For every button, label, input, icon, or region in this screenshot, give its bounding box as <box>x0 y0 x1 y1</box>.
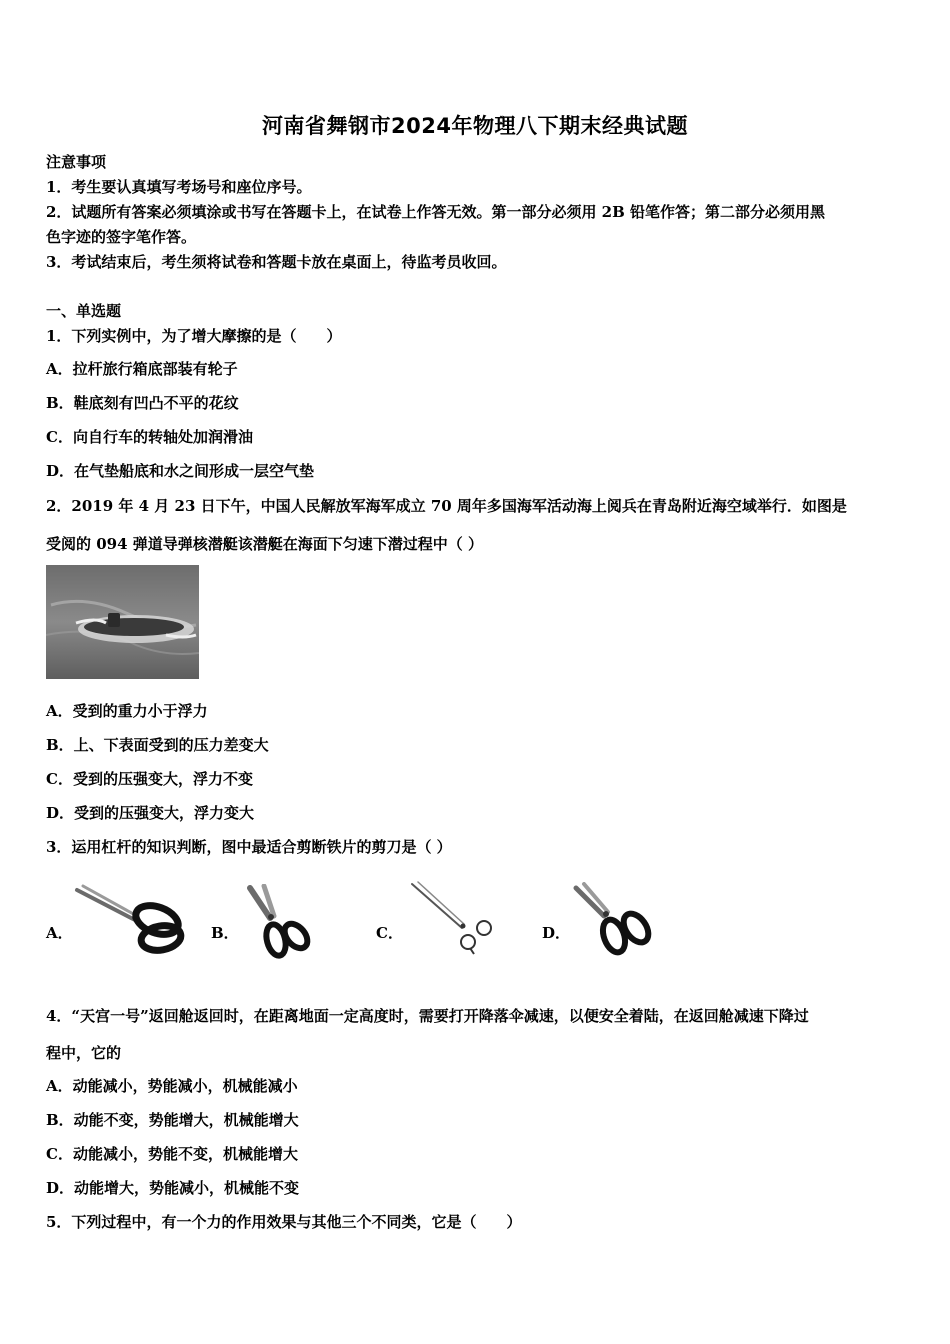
q1-option-a: A．拉杆旅行箱底部装有轮子 <box>46 360 238 378</box>
q4-option-d: D．动能增大，势能减小，机械能不变 <box>46 1179 300 1197</box>
notice-item: 色字迹的签字笔作答。 <box>46 228 197 246</box>
q2-option-d: D．受到的压强变大，浮力变大 <box>46 804 255 822</box>
scissors-a-image <box>73 882 185 962</box>
scissors-b-image <box>240 884 312 964</box>
q3-label-b: B． <box>211 924 239 942</box>
question-5-stem: 5．下列过程中，有一个力的作用效果与其他三个不同类，它是（ ） <box>46 1213 522 1231</box>
notice-item: 2．试题所有答案必须填涂或书写在答题卡上，在试卷上作答无效。第一部分必须用 2B 铅笔作答；第二部分必须用黑 <box>46 203 826 221</box>
question-4-stem-cont: 程中，它的 <box>46 1044 122 1062</box>
q2-option-a: A．受到的重力小于浮力 <box>46 702 208 720</box>
q4-option-a: A．动能减小，势能减小，机械能减小 <box>46 1077 298 1095</box>
q3-label-a: A． <box>46 924 73 942</box>
q1-option-b: B．鞋底刻有凹凸不平的花纹 <box>46 394 239 412</box>
section-heading: 一、单选题 <box>46 302 122 320</box>
q2-option-b: B．上、下表面受到的压力差变大 <box>46 736 269 754</box>
question-4-stem: 4．“天宫一号”返回舱返回时，在距离地面一定高度时，需要打开降落伞减速，以便安全着陆，在返回舱减速下降过 <box>46 1007 809 1025</box>
q4-option-b: B．动能不变，势能增大，机械能增大 <box>46 1111 299 1129</box>
q2-option-c: C．受到的压强变大，浮力不变 <box>46 770 253 788</box>
page-title: 河南省舞钢市2024年物理八下期末经典试题 <box>262 114 688 138</box>
q4-option-c: C．动能减小，势能不变，机械能增大 <box>46 1145 298 1163</box>
submarine-photo <box>46 565 199 679</box>
q3-label-d: D． <box>542 924 571 942</box>
question-3-stem: 3．运用杠杆的知识判断，图中最适合剪断铁片的剪刀是（ ） <box>46 838 452 856</box>
notice-item: 3．考试结束后，考生须将试卷和答题卡放在桌面上，待监考员收回。 <box>46 253 507 271</box>
scissors-c-image <box>408 880 498 962</box>
question-1-stem: 1．下列实例中，为了增大摩擦的是（ ） <box>46 327 342 345</box>
notice-item: 1．考生要认真填写考场号和座位序号。 <box>46 178 312 196</box>
question-2-stem: 2．2019 年 4 月 23 日下午，中国人民解放军海军成立 70 周年多国海军活动海上阅兵在青岛附近海空域举行．如图是 <box>46 497 847 515</box>
question-2-stem-cont: 受阅的 094 弹道导弹核潜艇该潜艇在海面下匀速下潜过程中（ ） <box>46 535 483 553</box>
notice-heading: 注意事项 <box>46 153 107 171</box>
q1-option-c: C．向自行车的转轴处加润滑油 <box>46 428 253 446</box>
q1-option-d: D．在气垫船底和水之间形成一层空气垫 <box>46 462 315 480</box>
q3-label-c: C． <box>376 924 403 942</box>
scissors-d-image <box>570 882 654 962</box>
